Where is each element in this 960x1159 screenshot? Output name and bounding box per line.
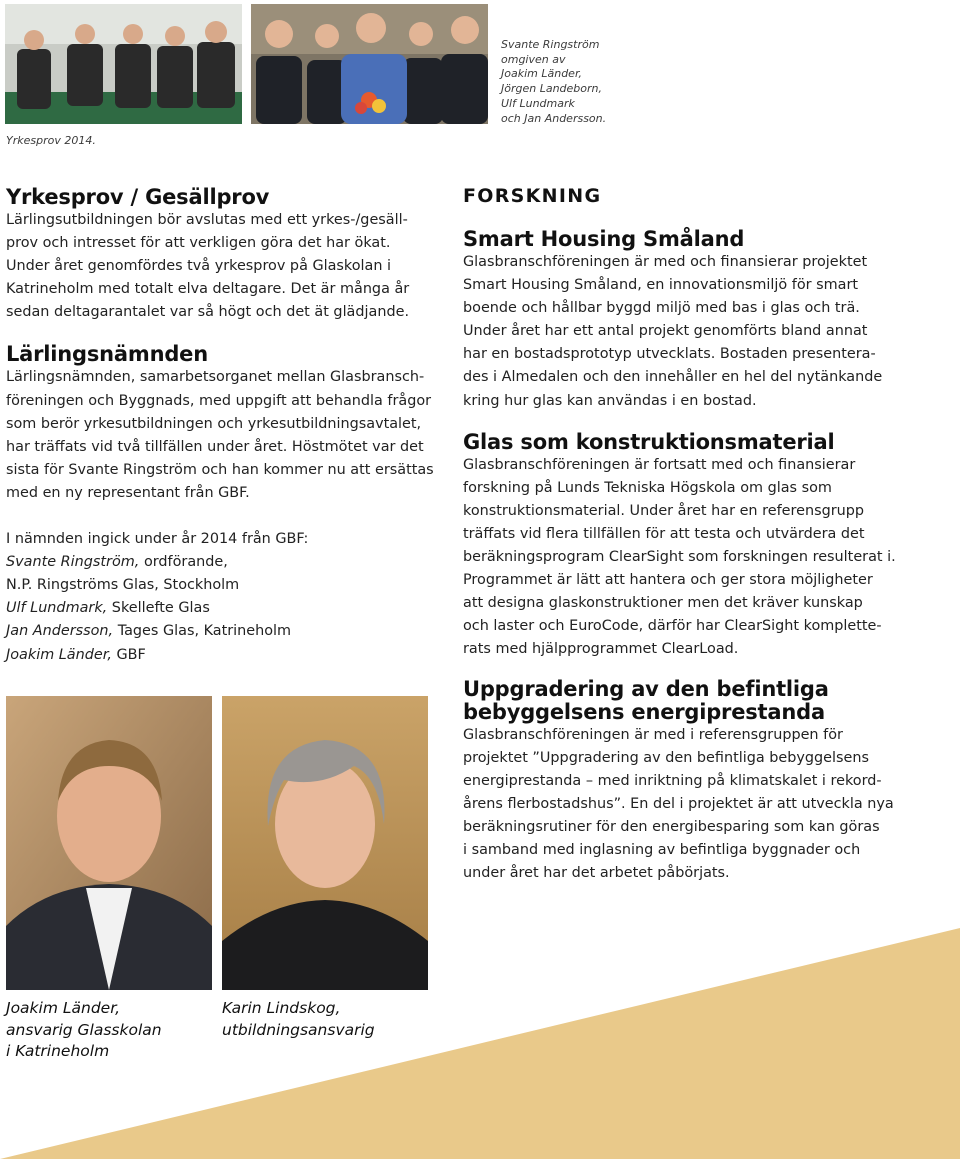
member-item: N.P. Ringströms Glas, Stockholm (6, 577, 240, 594)
paragraph-glas-konstruktion: Glasbranschföreningen är fortsatt med och finansierar forskning på Lunds Tekniska Högskola om glas som konstruktionsmaterial. Under året har en referensgrupp träffats vid flera tillfällen för att testa och utvärdera det beräkningsprogram ClearSight som forskningen resulterat i. Programmet är lätt att hantera och ger stora möjligheter att designa glaskonstruktioner men det kräver kunskap och laster och EuroCode, därför har ClearSight komplette- rats med hjälpprogrammet ClearLoad. (463, 456, 896, 658)
heading-glas-konstruktion: Glas som konstruktionsmaterial (463, 429, 835, 454)
group-photo-caption: Svante Ringström omgiven av Joakim Länder, Jörgen Landeborn, Ulf Lundmark och Jan Andersson. (501, 38, 607, 125)
members-intro: I nämnden ingick under år 2014 från GBF: (6, 531, 309, 548)
portrait-right-caption: Karin Lindskog, utbildningsansvarig (222, 999, 375, 1039)
members-list (6, 528, 436, 667)
paragraph-smart-housing: Glasbranschföreningen är med och finansierar projektet Smart Housing Småland, en innovationsmiljö för smart boende och hållbar byggd miljö med bas i glas och trä. Under året har ett antal projekt genomförts bland annat har en bostadsprototyp utvecklats. Bostaden presentera- des i Almedalen och den innehåller en hel del nytänkande kring hur glas kan användas i en bostad. (463, 254, 883, 409)
section-kicker: FORSKNING (463, 185, 602, 207)
left-column (6, 184, 436, 667)
portrait-joakim-lander (6, 696, 212, 990)
team-photo (5, 4, 242, 124)
team-photo-caption: Yrkesprov 2014. (6, 134, 96, 147)
right-column (463, 185, 923, 885)
heading-larlingsnamnden: Lärlingsnämnden (6, 342, 208, 367)
paragraph-uppgradering: Glasbranschföreningen är med i referensgruppen för projektet ”Uppgradering av den befintliga bebyggelsens energiprestanda – med inriktning på klimatskalet i rekord- årens flerbostadshus”. En del i projektet är att utveckla nya beräkningsrutiner för den energibesparing som kan göras i samband med inglasning av befintliga byggnader och under året har det arbetet påbörjats. (463, 726, 894, 882)
member-item: Joakim Länder, GBF (6, 646, 146, 663)
heading-yrkesprov: Yrkesprov / Gesällprov (6, 185, 270, 209)
member-item: Jan Andersson, Tages Glas, Katrineholm (6, 623, 292, 640)
paragraph-larlingsnamnden: Lärlingsnämnden, samarbetsorganet mellan Glasbransch- föreningen och Byggnads, med uppgift att behandla frågor som berör yrkesutbildningen och yrkesutbildningsavtalet, har träffats vid två tillfällen under året. Höstmötet var det sista för Svante Ringström och han kommer nu att ersättas med en ny representant från GBF. (6, 369, 434, 501)
paragraph-yrkesprov: Lärlingsutbildningen bör avslutas med ett yrkes-/gesäll- prov och intresset för att verkligen göra det har ökat. Under året genomfördes två yrkesprov på Glaskolan i Katrineholm med totalt elva deltagare. Det är många år sedan deltagarantalet var så högt och det ät glädjande. (6, 212, 410, 321)
heading-smart-housing: Smart Housing Småland (463, 227, 745, 251)
portrait-karin-lindskog (222, 696, 428, 990)
member-item: Svante Ringström, ordförande, (6, 554, 228, 571)
group-photo (251, 4, 488, 124)
member-item: Ulf Lundmark, Skellefte Glas (6, 600, 210, 617)
heading-uppgradering: Uppgradering av den befintliga bebyggelsens energiprestanda (463, 676, 829, 724)
portrait-left-caption: Joakim Länder, ansvarig Glasskolan i Katrineholm (6, 999, 162, 1060)
